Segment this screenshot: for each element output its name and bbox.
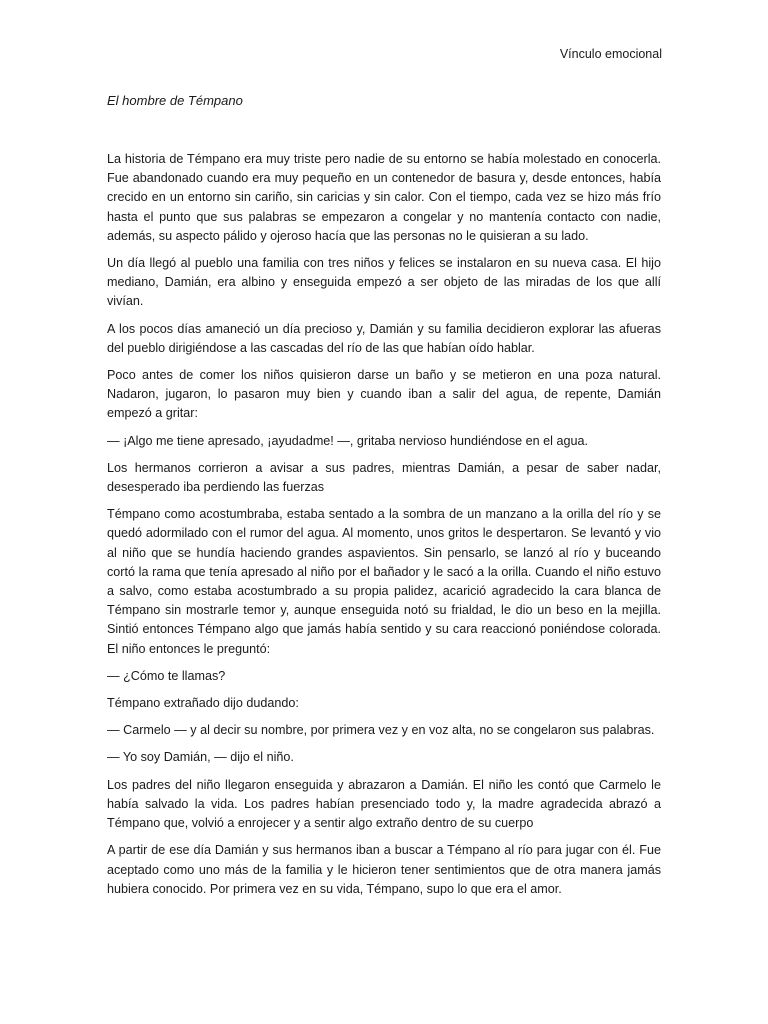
dialogue-line-4: — Carmelo — y al decir su nombre, por primera vez y en voz alta, no se congelaron sus palabras. (107, 723, 655, 738)
story-body (107, 150, 661, 907)
paragraph-3: A los pocos días amaneció un día precioso y, Damián y su familia decidieron explorar las afueras del pueblo dirigiéndose a las cascadas del río de las que habían oído hablar. (107, 321, 661, 355)
paragraph-8: A partir de ese día Damián y sus hermanos iban a buscar a Témpano al río para jugar con él. Fue aceptado como uno más de la familia y le hicieron tener sentimientos que de otra manera jamás hubiera conocido. Por primera vez en su vida, Témpano, supo lo que era el amor. (107, 843, 661, 896)
paragraph-6: Témpano como acostumbraba, estaba sentado a la sombra de un manzano a la orilla del río y se quedó adormilado con el rumor del agua. Al momento, unos gritos le despertaron. Se levantó y vio al niño que se hundía haciendo grandes aspavientos. Sin pensarlo, se lanzó al río y buceando cortó la rama que tenía apresado al niño por el bañador y le sacó a la orilla. Cuando el niño estuvo a salvo, como estaba acostumbrado a su propia palidez, acarició agradecido la cara blanca de Témpano sin mostrarle temor y, aunque enseguida notó su frialdad, le dio un beso en la mejilla. Sintió entonces Témpano algo que jamás había sentido y su cara reaccionó poniéndose colorada. El niño entonces le preguntó: (107, 507, 661, 656)
dialogue-line-5: — Yo soy Damián, — dijo el niño. (107, 750, 294, 765)
paragraph-4: Poco antes de comer los niños quisieron darse un baño y se metieron en una poza natural. Nadaron, jugaron, lo pasaron muy bien y cuando iban a salir del agua, de repente, Damián empezó a gritar: (107, 368, 661, 421)
dialogue-line-2: — ¿Cómo te llamas? (107, 668, 226, 683)
paragraph-1: La historia de Témpano era muy triste pero nadie de su entorno se había molestado en conocerla. Fue abandonado cuando era muy pequeño en un contenedor de basura y, desde entonces, había crecido en un entorno sin cariño, sin caricias y sin calor. Con el tiempo, cada vez se hizo más frío hasta el punto que sus palabras se empezaron a congelar y no mantenía contacto con nadie, además, su aspecto pálido y ojeroso hacía que las personas no le quisieran a su lado. (107, 152, 661, 243)
paragraph-7: Los padres del niño llegaron enseguida y abrazaron a Damián. El niño les contó que Carmelo le había salvado la vida. Los padres habían presenciado todo y, la madre agradecida abrazó a Témpano que, volvió a enrojecer y a sentir algo extraño dentro de su cuerpo (107, 777, 661, 831)
paragraph-5: Los hermanos corrieron a avisar a sus padres, mientras Damián, a pesar de saber nadar, desesperado iba perdiendo las fuerzas (107, 460, 661, 495)
running-header: Vínculo emocional (559, 47, 662, 61)
paragraph-2: Un día llegó al pueblo una familia con tres niños y felices se instalaron en su nueva casa. El hijo mediano, Damián, era albino y enseguida empezó a ser objeto de las miradas de los que allí vivían. (107, 256, 661, 309)
dialogue-line-1: — ¡Algo me tiene apresado, ¡ayudadme! —, gritaba nervioso hundiéndose en el agua. (107, 433, 588, 448)
story-title: El hombre de Témpano (107, 93, 243, 108)
dialogue-line-3: Témpano extrañado dijo dudando: (107, 696, 299, 711)
